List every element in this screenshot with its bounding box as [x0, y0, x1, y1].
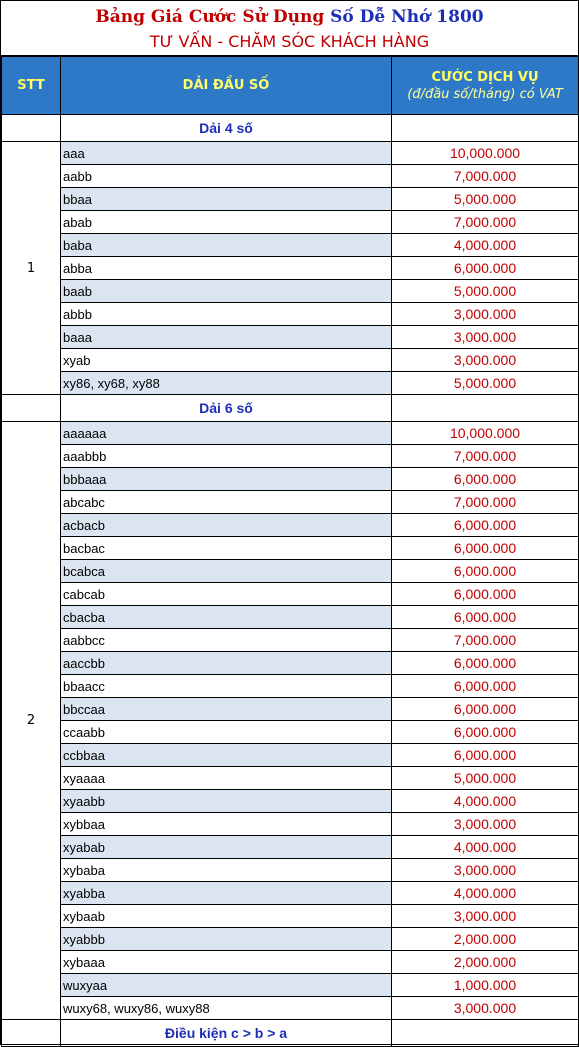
pattern-cell: aabb: [61, 165, 392, 188]
page-title: [1, 7, 578, 27]
header-fee-label: CƯỚC DỊCH VỤ: [431, 69, 539, 85]
price-cell: 6,000.000: [392, 257, 579, 280]
table-row: [2, 422, 579, 445]
pattern-cell: ccaabb: [61, 721, 392, 744]
pattern-cell: xybaab: [61, 905, 392, 928]
price-cell: 5,000.000: [392, 188, 579, 211]
price-cell: 5,000.000: [392, 767, 579, 790]
price-cell: 5,000.000: [392, 280, 579, 303]
header-range: DẢI ĐẦU SỐ: [61, 57, 392, 115]
header-fee-sub: (đ/đầu số/tháng) có VAT: [407, 86, 563, 102]
group-header-row: [2, 395, 579, 422]
table-row: [2, 142, 579, 165]
table-row: [2, 951, 579, 974]
pattern-cell: aabbcc: [61, 629, 392, 652]
price-cell: 2,000.000: [392, 928, 579, 951]
table-row: [2, 629, 579, 652]
pattern-cell: baab: [61, 280, 392, 303]
table-row: [2, 928, 579, 951]
pattern-cell: xybbaa: [61, 813, 392, 836]
price-cell: 10,000.000: [392, 142, 579, 165]
price-cell: 6,000.000: [392, 583, 579, 606]
price-cell: 7,000.000: [392, 165, 579, 188]
pattern-cell: xyab: [61, 349, 392, 372]
group-header-empty-cell: [392, 115, 579, 142]
table-row: [2, 257, 579, 280]
table-row: [2, 721, 579, 744]
pattern-cell: xybaaa: [61, 951, 392, 974]
group-header-empty-cell: [2, 115, 61, 142]
table-row: [2, 813, 579, 836]
table-row: [2, 560, 579, 583]
pattern-cell: abbb: [61, 303, 392, 326]
price-cell: 2,000.000: [392, 951, 579, 974]
price-cell: 3,000.000: [392, 303, 579, 326]
table-row: [2, 652, 579, 675]
price-cell: 3,000.000: [392, 326, 579, 349]
price-cell: 7,000.000: [392, 445, 579, 468]
table-row: [2, 514, 579, 537]
group-header-empty-cell: [2, 395, 61, 422]
price-cell: 1,000.000: [392, 974, 579, 997]
stt-cell: 1: [2, 142, 61, 395]
price-cell: 3,000.000: [392, 813, 579, 836]
price-cell: 6,000.000: [392, 652, 579, 675]
pattern-cell: wuxy68, wuxy86, wuxy88: [61, 997, 392, 1020]
price-cell: 6,000.000: [392, 560, 579, 583]
price-cell: 6,000.000: [392, 744, 579, 767]
table-row: [2, 165, 579, 188]
price-cell: 6,000.000: [392, 537, 579, 560]
price-cell: 3,000.000: [392, 859, 579, 882]
price-cell: 6,000.000: [392, 721, 579, 744]
table-row: [2, 905, 579, 928]
table-row: [2, 882, 579, 905]
table-row: [2, 790, 579, 813]
table-body: [2, 115, 579, 1047]
table-row: [2, 583, 579, 606]
pattern-cell: abcabc: [61, 491, 392, 514]
title-highlight: Số Dễ Nhớ 1800: [330, 7, 484, 27]
group-header-row: [2, 115, 579, 142]
title-prefix: Bảng Giá Cước Sử Dụng: [95, 7, 331, 27]
table-row: [2, 372, 579, 395]
pattern-cell: ccbbaa: [61, 744, 392, 767]
price-cell: 4,000.000: [392, 836, 579, 859]
pattern-cell: xyaaaa: [61, 767, 392, 790]
price-cell: 3,000.000: [392, 905, 579, 928]
price-cell: 7,000.000: [392, 491, 579, 514]
pattern-cell: bbaa: [61, 188, 392, 211]
price-cell: 3,000.000: [392, 997, 579, 1020]
pattern-cell: xyabbb: [61, 928, 392, 951]
pattern-cell: cbacba: [61, 606, 392, 629]
condition-note: Điều kiện c > b > a: [61, 1020, 392, 1047]
price-cell: 4,000.000: [392, 790, 579, 813]
pattern-cell: xy86, xy68, xy88: [61, 372, 392, 395]
table-row: [2, 326, 579, 349]
group-label: Dải 6 số: [61, 395, 392, 422]
table-row: [2, 468, 579, 491]
table-row: [2, 744, 579, 767]
table-row: [2, 211, 579, 234]
table-header-row: [2, 57, 579, 115]
price-cell: 3,000.000: [392, 349, 579, 372]
pattern-cell: baaa: [61, 326, 392, 349]
price-cell: 6,000.000: [392, 606, 579, 629]
price-cell: 7,000.000: [392, 629, 579, 652]
table-row: [2, 997, 579, 1020]
table-row: [2, 303, 579, 326]
table-row: [2, 698, 579, 721]
price-cell: 6,000.000: [392, 514, 579, 537]
pattern-cell: bcabca: [61, 560, 392, 583]
page-subtitle: TƯ VẤN - CHĂM SÓC KHÁCH HÀNG: [149, 32, 430, 51]
pattern-cell: aaa: [61, 142, 392, 165]
pattern-cell: bbccaa: [61, 698, 392, 721]
footer-empty-cell: [2, 1020, 61, 1047]
pattern-cell: wuxyaa: [61, 974, 392, 997]
footer-row: [2, 1020, 579, 1047]
table-row: [2, 188, 579, 211]
pattern-cell: aaabbb: [61, 445, 392, 468]
header-stt: STT: [2, 57, 61, 115]
table-row: [2, 859, 579, 882]
table-row: [2, 349, 579, 372]
pattern-cell: abba: [61, 257, 392, 280]
stt-cell: 2: [2, 422, 61, 1020]
pattern-cell: xyaabb: [61, 790, 392, 813]
table-row: [2, 445, 579, 468]
table-row: [2, 234, 579, 257]
price-cell: 6,000.000: [392, 675, 579, 698]
table-row: [2, 280, 579, 303]
price-cell: 4,000.000: [392, 882, 579, 905]
pattern-cell: bbbaaa: [61, 468, 392, 491]
pattern-cell: abab: [61, 211, 392, 234]
title-block: [1, 1, 578, 56]
pattern-cell: xyabba: [61, 882, 392, 905]
price-cell: 6,000.000: [392, 468, 579, 491]
pattern-cell: cabcab: [61, 583, 392, 606]
table-row: [2, 675, 579, 698]
table-row: [2, 606, 579, 629]
table-row: [2, 491, 579, 514]
pattern-cell: bbaacc: [61, 675, 392, 698]
pattern-cell: bacbac: [61, 537, 392, 560]
pattern-cell: acbacb: [61, 514, 392, 537]
pattern-cell: aaccbb: [61, 652, 392, 675]
price-cell: 7,000.000: [392, 211, 579, 234]
header-fee: [392, 57, 579, 115]
price-cell: 5,000.000: [392, 372, 579, 395]
price-cell: 4,000.000: [392, 234, 579, 257]
group-label: Dải 4 số: [61, 115, 392, 142]
footer-empty-cell: [392, 1020, 579, 1047]
pattern-cell: xyabab: [61, 836, 392, 859]
price-cell: 6,000.000: [392, 698, 579, 721]
pattern-cell: xybaba: [61, 859, 392, 882]
table-row: [2, 767, 579, 790]
group-header-empty-cell: [392, 395, 579, 422]
table-row: [2, 537, 579, 560]
table-row: [2, 974, 579, 997]
table-row: [2, 836, 579, 859]
price-table: [1, 56, 579, 1047]
pattern-cell: aaaaaa: [61, 422, 392, 445]
pattern-cell: baba: [61, 234, 392, 257]
price-cell: 10,000.000: [392, 422, 579, 445]
